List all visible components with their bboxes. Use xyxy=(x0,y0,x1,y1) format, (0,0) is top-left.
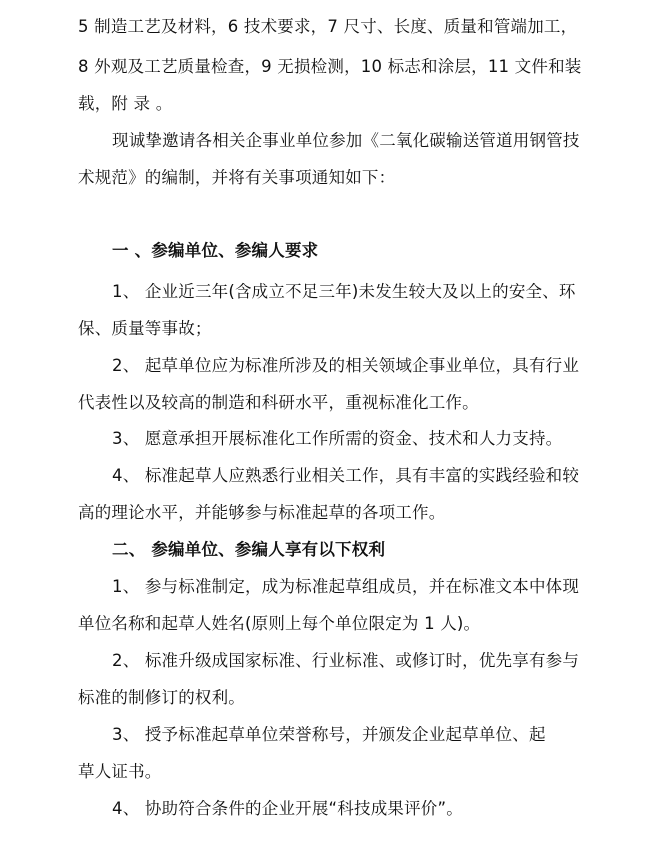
intro-line-2: 8 外观及工艺质量检查，9 无损检测，10 标志和涂层，11 文件和装 xyxy=(78,57,582,76)
section-2-item-3-line-1: 3、 授予标准起草单位荣誉称号，并颁发企业起草单位、起 xyxy=(112,725,546,744)
section-1-item-2-line-1: 2、 起草单位应为标准所涉及的相关领域企事业单位，具有行业 xyxy=(112,356,580,375)
invite-line-1: 现诚挚邀请各相关企事业单位参加《二氧化碳输送管道用钢管技 xyxy=(112,131,580,150)
section-2-item-4-line-1: 4、 协助符合条件的企业开展“科技成果评价”。 xyxy=(112,799,463,818)
section-2-item-2-line-1: 2、 标准升级成国家标准、行业标准、或修订时，优先享有参与 xyxy=(112,651,580,670)
section-1-item-2-line-2: 代表性以及较高的制造和科研水平，重视标准化工作。 xyxy=(78,393,479,412)
section-1-item-4-line-1: 4、 标准起草人应熟悉行业相关工作，具有丰富的实践经验和较 xyxy=(112,466,580,485)
intro-line-1: 5 制造工艺及材料，6 技术要求，7 尺寸、长度、质量和管端加工， xyxy=(78,17,578,36)
section-2-item-3-line-2: 草人证书。 xyxy=(78,762,162,781)
intro-line-3: 载，附 录 。 xyxy=(78,94,173,113)
section-1-item-4-line-2: 高的理论水平，并能够参与标准起草的各项工作。 xyxy=(78,503,446,522)
section-1-item-1-line-2: 保、质量等事故； xyxy=(78,319,212,338)
section-2-heading: 二、 参编单位、参编人享有以下权利 xyxy=(112,540,386,559)
invite-line-2: 术规范》的编制，并将有关事项通知如下： xyxy=(78,168,396,187)
section-2-item-1-line-2: 单位名称和起草人姓名(原则上每个单位限定为 1 人)。 xyxy=(78,614,481,633)
section-1-item-3-line-1: 3、 愿意承担开展标准化工作所需的资金、技术和人力支持。 xyxy=(112,429,563,448)
section-2-item-1-line-1: 1、 参与标准制定，成为标准起草组成员，并在标准文本中体现 xyxy=(112,577,580,596)
section-2-item-2-line-2: 标准的制修订的权利。 xyxy=(78,688,245,707)
section-1-item-1-line-1: 1、 企业近三年(含成立不足三年)未发生较大及以上的安全、环 xyxy=(112,282,576,301)
section-1-heading: 一 、参编单位、参编人要求 xyxy=(112,241,319,260)
